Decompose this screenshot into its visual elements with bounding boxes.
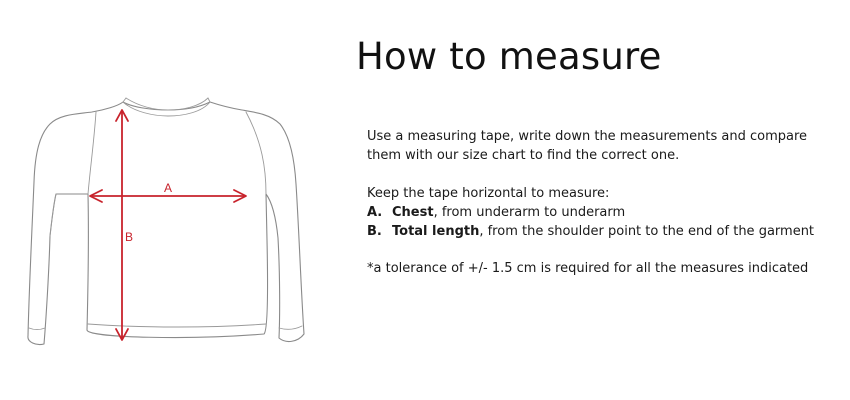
page-title: How to measure [356,35,662,78]
label-b: B [125,230,134,244]
list-item [367,203,837,222]
instructions [367,127,837,278]
item-name: Total length [392,224,480,239]
item-letter: A. [367,205,383,220]
tolerance-note: *a tolerance of +/- 1.5 cm is required for all the measures indicated [367,261,809,276]
instruction-heading: Keep the tape horizontal to measure: [367,186,610,201]
intro-text: Use a measuring tape, write down the measurements and compare them with our size chart to find the correct one. [367,129,808,163]
list-item [367,222,837,241]
item-letter: B. [367,224,382,239]
label-a: A [164,181,173,195]
item-description: , from the shoulder point to the end of the garment [479,224,815,239]
item-name: Chest [392,205,434,220]
measurement-list [367,203,837,241]
shirt-outline [28,102,304,345]
long-sleeve-shirt-icon [22,90,322,360]
item-description: , from underarm to underarm [433,205,626,220]
